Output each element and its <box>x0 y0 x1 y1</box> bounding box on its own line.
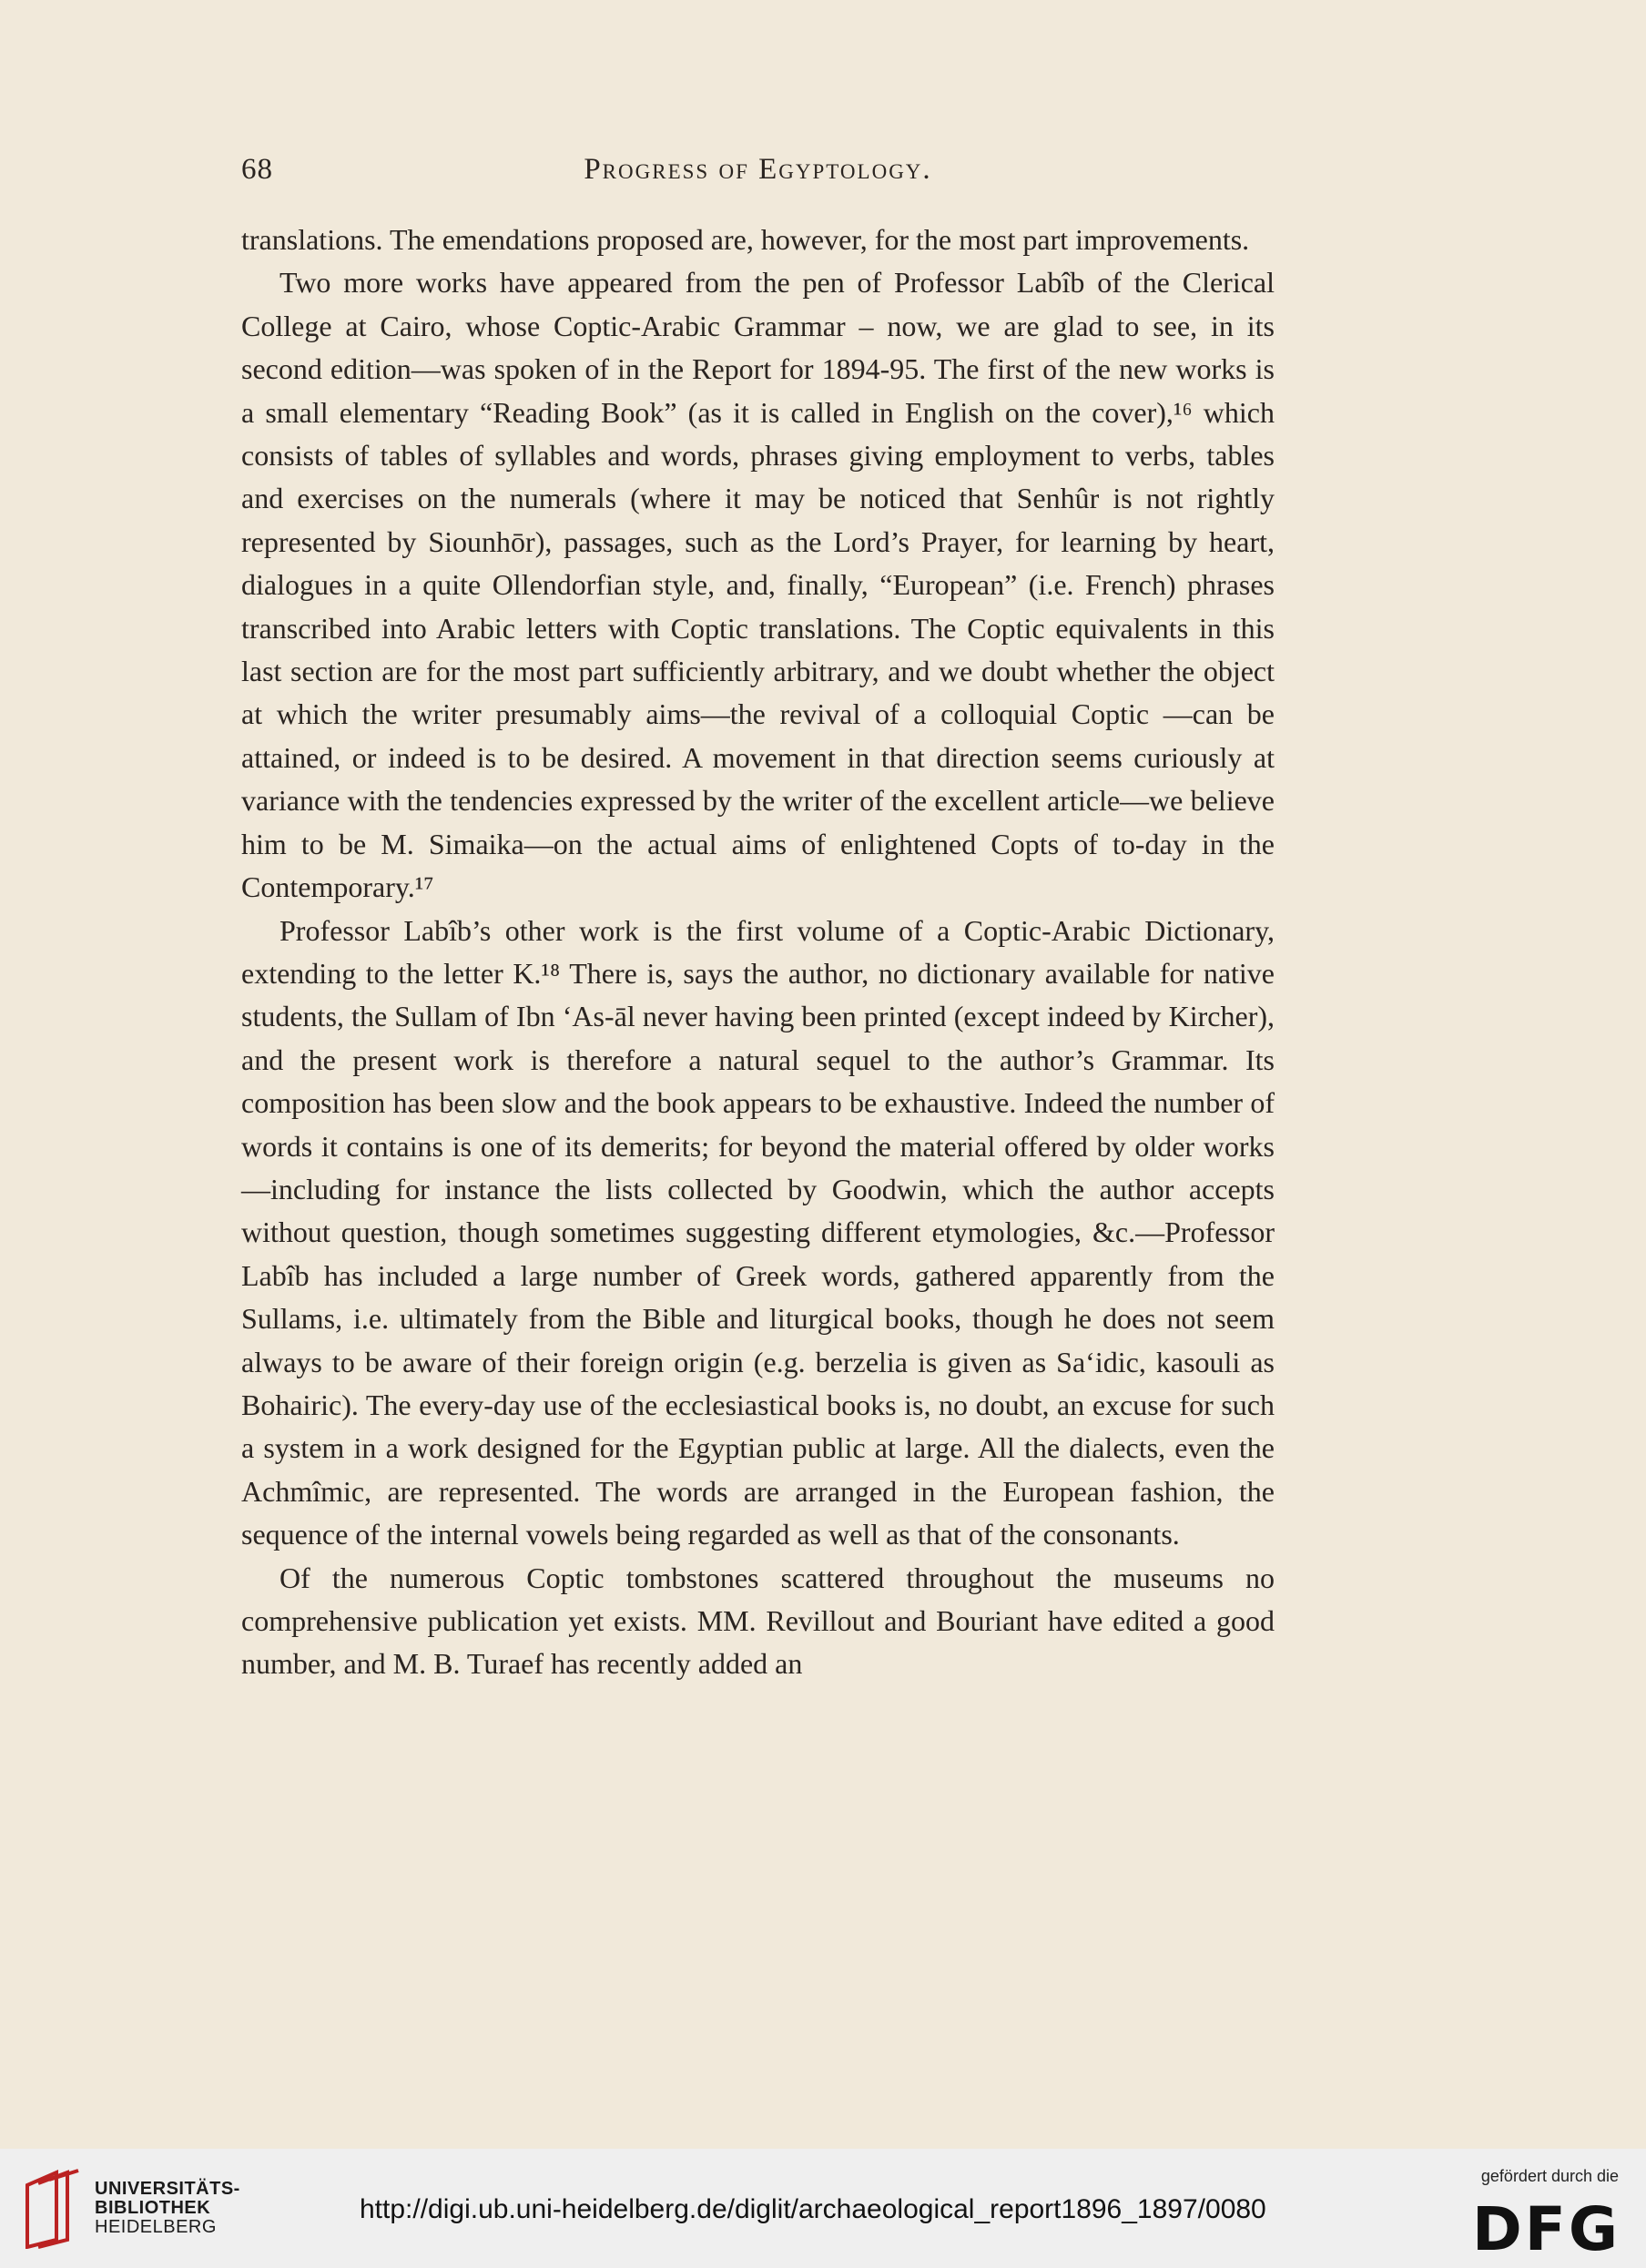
library-line-1: UNIVERSITÄTS- <box>95 2179 240 2199</box>
dfg-logo: DFG <box>1471 2194 1621 2264</box>
page-header <box>241 153 1275 198</box>
page-number: 68 <box>241 153 273 186</box>
paragraph-4: Of the numerous Coptic tombstones scattered throughout the museums no comprehensive publication yet exists. MM. Revillout and Bouriant have edited a good number, and M. B. Turaef has recently added an <box>241 1561 1275 1681</box>
library-name <box>95 2180 240 2237</box>
body-text <box>241 219 1275 1686</box>
footer-bar <box>0 2149 1646 2268</box>
library-line-3: HEIDELBERG <box>95 2217 217 2237</box>
paragraph-2: Two more works have appeared from the pen of Professor Labîb of the Clerical College at Cairo, whose Coptic-Arabic Grammar – now, we are glad to see, in its second edition—was spoken of in the Report for 1894-95. The first of the new works is a small elementary “Reading Book” (as it is called in English on the cover),¹⁶ which consists of tables of syllables and words, phrases giving employment to verbs, tables and exercises on the numerals (where it may be noticed that Senhûr is not rightly represented by Siounhōr), passages, such as the Lord’s Prayer, for learning by heart, dialogues in a quite Ollendorfian style, and, finally, “European” (i.e. French) phrases transcribed into Arabic letters with Coptic translations. The Coptic equivalents in this last section are for the most part sufficiently arbitrary, and we doubt whether the object at which the writer presumably aims—the revival of a colloquial Coptic —can be attained, or indeed is to be desired. A movement in that direction seems curiously at variance with the tendencies expressed by the writer of the excellent article—we believe him to be M. Simaika—on the actual aims of enlightened Copts of to-day in the Contemporary.¹⁷ <box>241 266 1275 904</box>
running-title: Progress of Egyptology. <box>584 153 932 186</box>
source-url-link[interactable]: http://digi.ub.uni-heidelberg.de/diglit/archaeological_report1896_1897/0080 <box>360 2194 1266 2224</box>
library-logo-icon <box>20 2167 84 2249</box>
funding-note: gefördert durch die <box>1480 2167 1619 2185</box>
library-line-2: BIBLIOTHEK <box>95 2198 211 2218</box>
paragraph-1: translations. The emendations proposed are, however, for the most part improvements. <box>241 223 1250 256</box>
paragraph-3: Professor Labîb’s other work is the first volume of a Coptic-Arabic Dictionary, extending to the letter K.¹⁸ There is, says the author, no dictionary available for native students, the Sullam of Ibn ‘As-āl never having been printed (except indeed by Kircher), and the present work is therefore a natural sequel to the author’s Grammar. Its composition has been slow and the book appears to be exhaustive. Indeed the number of words it contains is one of its demerits; for beyond the material offered by older works—including for instance the lists collected by Goodwin, which the author accepts without question, though sometimes suggesting different etymologies, &c.—Professor Labîb has included a large number of Greek words, gathered apparently from the Sullams, i.e. ultimately from the Bible and liturgical books, though he does not seem always to be aware of their foreign origin (e.g. berzelia is given as Sa‘idic, kasouli as Bohairic). The every-day use of the ecclesiastical books is, no doubt, an excuse for such a system in a work designed for the Egyptian public at large. All the dialects, even the Achmîmic, are represented. The words are arranged in the European fashion, the sequence of the internal vowels being regarded as well as that of the consonants. <box>241 913 1275 1551</box>
